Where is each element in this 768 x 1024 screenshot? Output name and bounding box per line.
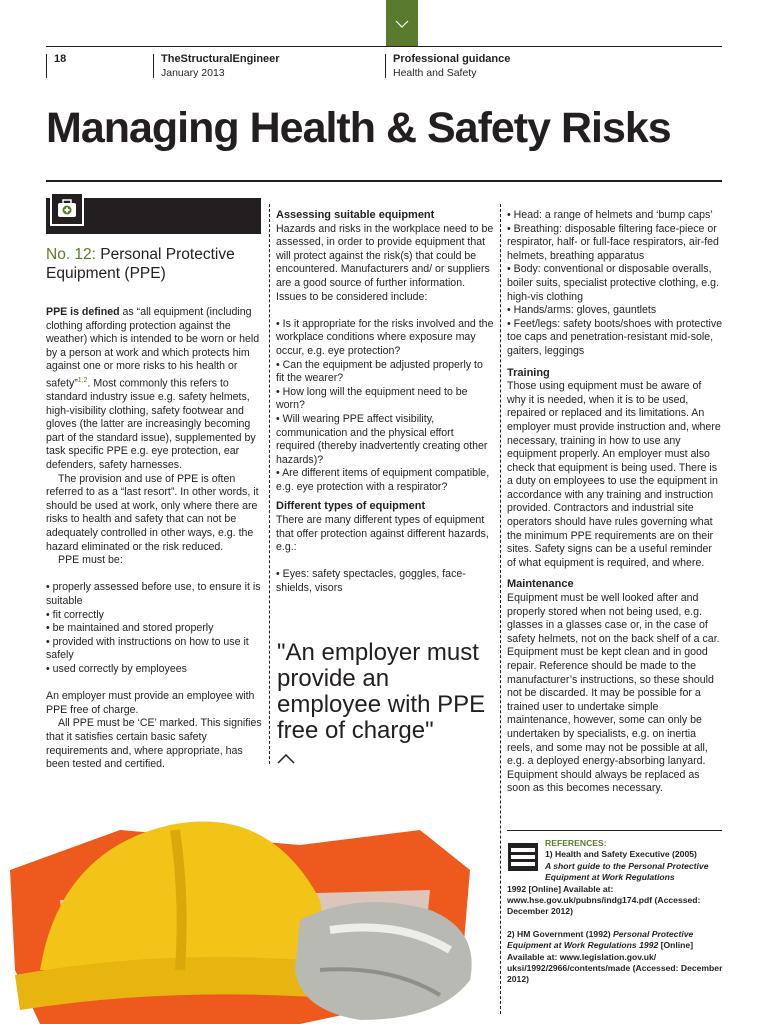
paragraph: The provision and use of PPE is often referred to as a “last resort”. In other words, it should be used at work, only where there are risks to health and safety that can not be adequately controlled in other ways, e.g. the hazard eliminated or the risk reduced. xyxy=(46,472,259,553)
section-icon-bar xyxy=(46,198,261,234)
column-2 xyxy=(276,209,494,596)
section-block xyxy=(393,52,510,80)
reference-item: 2) HM Government (1992) Personal Protective Equipment at Work Regulations 1992 [Online] Available at: www.legislation.gov.uk/ uksi/1992/2966/contents/made (Accessed: December 2012) xyxy=(507,928,723,985)
issue-date: January 2013 xyxy=(161,67,225,79)
reference-item: 1) Health and Safety Executive (2005) xyxy=(545,849,697,860)
pull-quote: "An employer must provide an employee with PPE free of charge" xyxy=(277,639,486,744)
list-item: • properly assessed before use, to ensure it is suitable xyxy=(46,581,261,607)
chevron-down-icon xyxy=(395,20,409,28)
list-item: • be maintained and stored properly xyxy=(46,622,214,635)
reference-item: 1992 [Online] Available at: www.hse.gov.uk/pubns/indg174.pdf (Accessed: December 2012) xyxy=(507,883,701,917)
paragraph: PPE must be: xyxy=(58,554,123,567)
header-divider xyxy=(153,54,154,78)
paragraph: There are many different types of equipment that offer protection against different hazards, e.g.: xyxy=(276,514,489,554)
subsection-name: Health and Safety xyxy=(393,67,477,79)
list-item: • Is it appropriate for the risks involved and the workplace conditions where exposure may occur, e.g. eye protection? xyxy=(276,317,494,357)
column-3 xyxy=(507,209,723,796)
paragraph: Hazards and risks in the workplace need to be assessed, in order to provide equipment that will protect against the risk(s) that could be encountered. Manufacturers and/ or suppliers are a good source of further information. Issues to be considered include: xyxy=(276,222,494,303)
list-item: • How long will the equipment need to be worn? xyxy=(276,385,468,412)
paragraph: All PPE must be ‘CE’ marked. This signifies that it satisfies certain basic safety requirements and, where appropriate, has been tested and certified. xyxy=(46,717,262,771)
caret-up-icon xyxy=(277,754,295,764)
header-divider xyxy=(385,54,386,78)
list-item: • Hands/arms: gloves, gauntlets xyxy=(507,304,657,317)
magazine-name: TheStructuralEngineer xyxy=(161,53,280,65)
list-item: • fit correctly xyxy=(46,608,104,621)
list-item: • Head: a range of helmets and ‘bump caps’ xyxy=(507,209,713,221)
references-rule xyxy=(507,830,722,831)
article-number: No. 12: xyxy=(46,246,96,263)
list-item: • provided with instructions on how to use it safely xyxy=(46,635,249,662)
header-rule xyxy=(46,46,722,47)
magazine-block xyxy=(161,52,280,80)
list-item: • Eyes: safety spectacles, goggles, face-shields, visors xyxy=(276,568,466,595)
references-heading: REFERENCES: xyxy=(545,838,607,848)
section-heading: Maintenance xyxy=(507,578,574,591)
section-name: Professional guidance xyxy=(393,53,511,65)
list-item: • used correctly by employees xyxy=(46,662,187,675)
section-tab xyxy=(386,0,418,46)
list-item: • Body: conventional or disposable overalls, boiler suits, specialist protective clothing, e.g. high-vis clothing xyxy=(507,263,719,303)
list-item: • Breathing: disposable filtering face-piece or respirator, half- or full-face respirators, air-fed helmets, breathing apparatus xyxy=(507,222,719,262)
article-heading xyxy=(46,245,264,283)
paragraph: Equipment must be well looked after and properly stored when not being used, e.g. glasses in a glasses case or, in the case of safety helmets, not on the back shelf of a car. Equipment must be kept clean and in good repair. Reference should be made to the manufacturer’s instructions, so these should not be discarded. It may be possible for a trained user to undertake simple maintenance, however, some can only be undertaken by specialists, e.g. on inertia reels, and some may not be possible at all, e.g. a deployed energy-absorbing lanyard. Equipment should always be replaced as soon as this becomes necessary. xyxy=(507,592,720,795)
references xyxy=(507,838,723,986)
paragraph: Those using equipment must be aware of why it is needed, when it is to be used, repaired or replaced and its limitations. An employer must provide instruction and, where necessary, training in how to use any equipment properly. An employer must also check that equipment is being used. There is a duty on employees to use the equipment in accordance with any training and instruction provided. Contractors and industrial site operators should have rules governing what the minimum PPE requirements are on their sites. Safety signs can be a useful reminder of what equipment is required, and where. xyxy=(507,380,721,569)
list-item: • Feet/legs: safety boots/shoes with protective toe caps and penetration-resistant mid-sole, gaiters, leggings xyxy=(507,317,723,357)
column-1 xyxy=(46,306,264,772)
page-number: 18 xyxy=(54,53,67,65)
article-topic: Personal Protective Equipment (PPE) xyxy=(46,246,235,282)
title-rule xyxy=(46,180,722,182)
reference-item: A short guide to the Personal Protective Equipment at Work Regulations xyxy=(545,860,709,883)
list-item: • Will wearing PPE affect visibility, communication and the physical effort required (thereby inadvertently creating other hazards)? xyxy=(276,412,488,466)
column-divider xyxy=(269,204,270,764)
section-heading: Different types of equipment xyxy=(276,500,426,513)
list-item: • Can the equipment be adjusted properly to fit the wearer? xyxy=(276,358,483,385)
page-title: Managing Health & Safety Risks xyxy=(46,104,671,152)
section-heading: Assessing suitable equipment xyxy=(276,209,435,221)
paragraph: An employer must provide an employee with PPE free of charge. xyxy=(46,690,255,716)
intro-paragraph: PPE is defined as “all equipment (including clothing affording protection against the weather) which is intended to be worn or held by a person at work and which protects him against one or more risks to his health or safety”$^{1,2}$. Most commonly this refers to standard industry issue e.g. safety helmets, high-visibility clothing, safety footwear and gloves (the latter are increasingly becoming part of the standard issue), supplemented by task specific PPE e.g. eye protection, ear defenders, safety harnesses. xyxy=(46,306,260,472)
ppe-photo xyxy=(0,770,500,1024)
column-divider xyxy=(500,204,501,1014)
section-heading: Training xyxy=(507,366,550,379)
header-divider xyxy=(46,54,47,78)
first-aid-kit-icon xyxy=(50,192,84,226)
work-gloves xyxy=(295,902,472,1020)
list-item: • Are different items of equipment compatible, e.g. eye protection with a respirator? xyxy=(276,467,490,493)
